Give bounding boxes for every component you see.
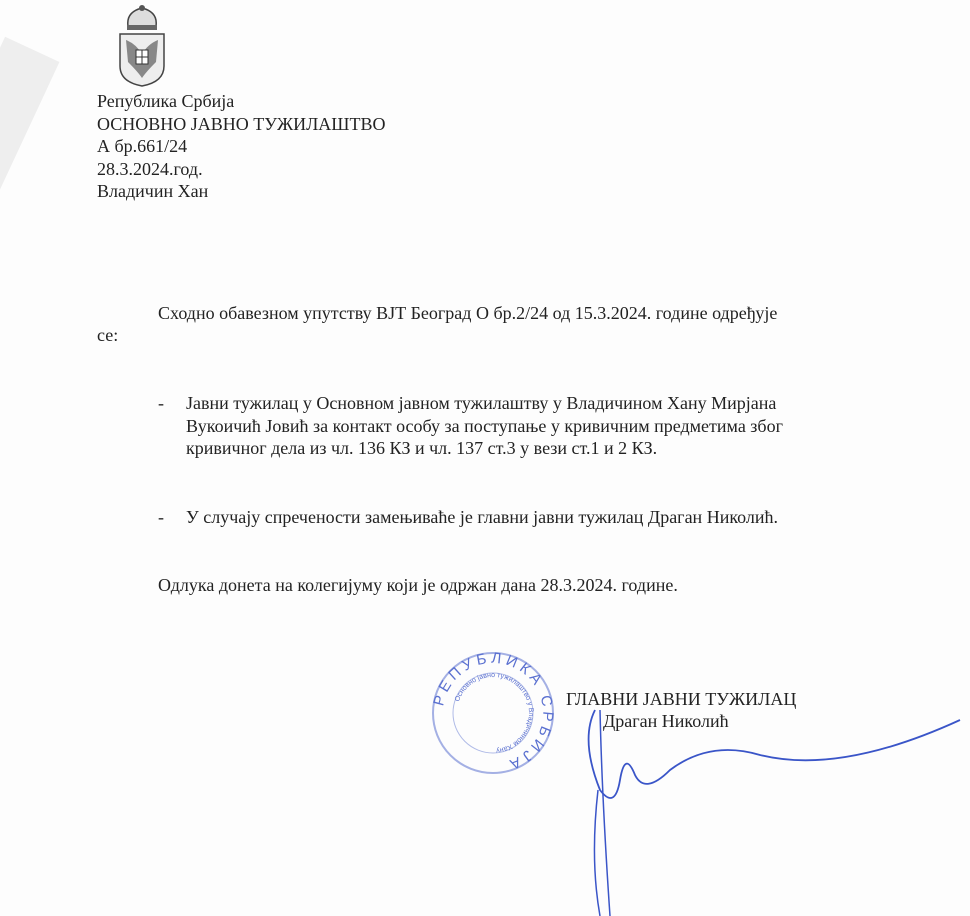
signatory-name: Драган Николић [603, 711, 729, 731]
decision-text: Одлука донета на колегијуму који је одржан дана 28.3.2024. године. [158, 575, 678, 595]
header-city: Владичин Хан [97, 181, 209, 201]
svg-text:Основно јавно тужилаштво у Вла [454, 672, 534, 754]
bullet-marker: - [158, 507, 164, 527]
stamp-outer-text: РЕПУБЛИКА СРБИЈА [430, 649, 557, 775]
intro-text-cont: се: [97, 325, 119, 345]
header-institution: ОСНОВНО ЈАВНО ТУЖИЛАШТВО [97, 113, 386, 134]
official-stamp [428, 648, 558, 778]
bullet2-text: У случају спречености замењиваће је главни јавни тужилац Драган Николић. [186, 507, 779, 527]
signatory-title: ГЛАВНИ ЈАВНИ ТУЖИЛАЦ [566, 689, 797, 709]
bullet1-line3: кривичног дела из чл. 136 КЗ и чл. 137 ст.3 у вези ст.1 и 2 КЗ. [186, 438, 658, 458]
stamp-inner-text: Основно јавно тужилаштво у Владичином Хану [454, 671, 535, 754]
handwritten-signature [540, 680, 970, 916]
header-country: Република Србија [97, 91, 235, 111]
header-reference: А бр.661/24 [97, 136, 188, 156]
bullet1-line2: Вукоичић Јовић за контакт особу за поступање у кривичним предметима због [186, 415, 783, 436]
bullet-marker: - [158, 393, 164, 413]
bullet1-line1: Јавни тужилац у Основном јавном тужилаштву у Владичином Хану Мирјана [186, 393, 777, 413]
coat-of-arms-icon [116, 4, 168, 88]
scan-shadow [0, 37, 59, 244]
intro-text: Сходно обавезном упутству ВЈТ Београд О бр.2/24 од 15.3.2024. године одређује [158, 303, 778, 323]
header-date: 28.3.2024.год. [97, 158, 203, 179]
